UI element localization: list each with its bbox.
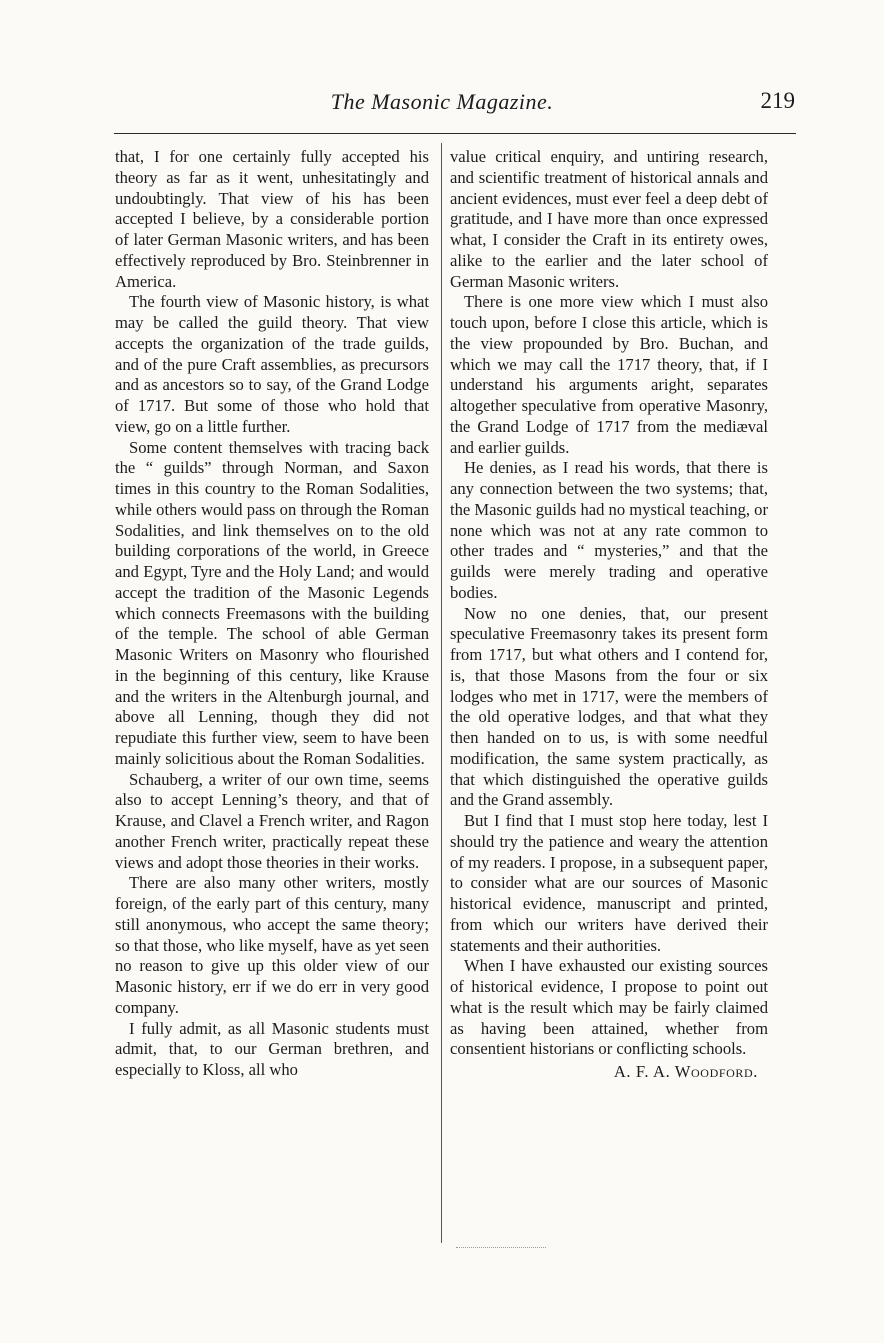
author-signature: A. F. A. Woodford. xyxy=(613,1062,758,1081)
paragraph: value critical enquiry, and untiring research, and scientific treatment of historical annals and ancient evidences, must ever feel a deep debt of gratitude, and I have more than once expressed what, I consider the Craft in its entirety owes, alike to the earlier and the later school of German Masonic writers. xyxy=(450,147,768,291)
paragraph: Schauberg, a writer of our own time, seems also to accept Lenning’s theory, and that of Krause, and Clavel a French writer, and Ragon another French writer, practically repeat these views and adopt those theories in their works. xyxy=(115,769,429,872)
left-column xyxy=(115,147,429,1081)
paragraph: He denies, as I read his words, that there is any connection between the two systems; that, the Masonic guilds had no mystical teaching, or none which was not at any rate common to other trades and “ mysteries,” and that the guilds were merely trading and operative bodies. xyxy=(450,458,768,602)
page-number: 219 xyxy=(760,88,795,113)
paragraph: I fully admit, as all Masonic students must admit, that, to our German brethren, and especially to Kloss, all who xyxy=(115,1018,429,1079)
paragraph: The fourth view of Masonic history, is what may be called the guild theory. That view accepts the organization of the trade guilds, and of the pure Craft assemblies, as precursors and as ancestors so to say, of the Grand Lodge of 1717. But some of those who hold that view, go on a little further. xyxy=(115,292,429,436)
column-divider xyxy=(441,143,442,1243)
paragraph: But I find that I must stop here today, lest I should try the patience and weary the attention of my readers. I propose, in a subsequent paper, to consider what are our sources of Masonic historical evidence, manuscript and printed, from which our writers have derived their statements and their authorities. xyxy=(450,811,768,955)
paragraph: When I have exhausted our existing sources of historical evidence, I propose to point out what is the result which may be fairly claimed as having been attained, whether from consentient historians or conflicting schools. xyxy=(450,956,768,1059)
paragraph: Some content themselves with tracing back the “ guilds” through Norman, and Saxon times in this country to the Roman Sodalities, while others would pass on through the Roman Sodalities, and link themselves on to the old building corporations of the world, in Greece and Egypt, Tyre and the Holy Land; and would accept the tradition of the Masonic Legends which connects Freemasons with the building of the temple. The school of able German Masonic Writers on Masonry who flourished in the beginning of this century, like Krause and the writers in the Altenburgh journal, and above all Lenning, though they did not repudiate this further view, seem to have been mainly solicitious about the Roman Sodalities. xyxy=(115,437,429,768)
right-column xyxy=(450,147,768,1083)
header-rule xyxy=(114,133,796,134)
end-ornament xyxy=(456,1247,546,1248)
paragraph: Now no one denies, that, our present speculative Freemasonry takes its present form from 1717, but what others and I contend for, is, that those Masons from the four or six lodges who met in 1717, were the members of the old operative lodges, and that what they then handed on to us, is with some needful modification, the same system practically, as that which distinguished the operative guilds and the Grand assembly. xyxy=(450,603,768,810)
paragraph: There are also many other writers, mostly foreign, of the early part of this century, many still anonymous, who accept the same theory; so that those, who like myself, have as yet seen no reason to give up this older view of our Masonic history, err if we do err in very good company. xyxy=(115,873,429,1017)
paragraph: There is one more view which I must also touch upon, before I close this article, which is the view propounded by Bro. Buchan, and which we may call the 1717 theory, that, if I understand his arguments aright, separates altogether speculative from operative Masonry, the Grand Lodge of 1717 from the mediæval and earlier guilds. xyxy=(450,292,768,457)
running-title: The Masonic Magazine. xyxy=(330,89,554,114)
paragraph: that, I for one certainly fully accepted his theory as far as it went, unhesitatingly and undoubtingly. That view of his has been accepted I believe, by a considerable portion of later German Masonic writers, and has been effectively reproduced by Bro. Steinbrenner in America. xyxy=(115,147,429,291)
